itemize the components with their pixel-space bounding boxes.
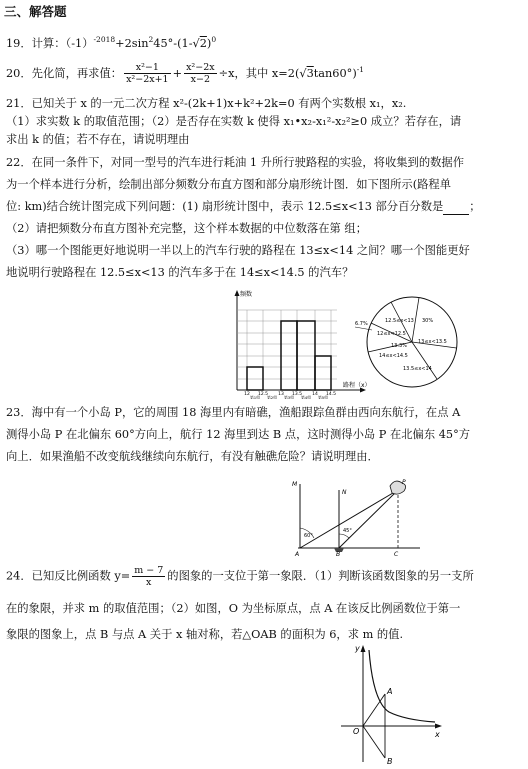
tick-label: 13 [278, 392, 284, 397]
diagram-label: C [394, 551, 399, 557]
histogram-bar-5 [315, 356, 331, 390]
tick-label: 12.5 [257, 392, 269, 397]
tick-label: 14 [312, 392, 318, 397]
pie-label: 30% [422, 318, 434, 324]
question-24-line-1: 24．已知反比例函数 y= $\frac{m - 7}{x}$ 的图象的一支位于第一象限．（1）判断该函数图象的另一支所 [6, 565, 474, 588]
pie-label: 13.5≤x<14 [403, 366, 432, 372]
question-22-line-5: （3）哪一个图能更好地说明一半以上的汽车行驶的路程在 13≤x<14 之间？哪一个图能更好 [6, 244, 470, 257]
group-label: 第3组 [283, 395, 295, 399]
axis-label-x: x [435, 730, 440, 739]
question-20: 20．先化简，再求值： $\frac{\text{x²−1}}{\text{x²−2x+1}}$ + $\frac{\text{x²−2x}}{x-2}$ ÷x，其中 $x=2(√3\tan 60^\circ)^{-1}$ [6, 62, 365, 86]
fraction-2: $\frac{\text{x²−2x}}{x-2}$ [186, 62, 215, 86]
diagram-label: P [402, 479, 406, 486]
histogram-bar-1 [247, 367, 263, 390]
question-22-line-6: 地说明行驶路程在 12.5≤x<13 的汽车多于在 14≤x<14.5 的汽车？ [6, 266, 354, 279]
pie-outside-label: 6.7% [355, 321, 368, 327]
diagram-label: 45° [343, 528, 352, 534]
question-23-line-2: 测得小岛 P 在北偏东 60°方向上，航行 12 海里到达 B 点，这时测得小岛 P 在北偏东 45°方 [6, 428, 471, 441]
group-label: 第2组 [266, 395, 278, 399]
group-label: 第1组 [249, 395, 261, 399]
tick-label: 14.5 [325, 392, 337, 397]
tick-label: 13.5 [291, 392, 303, 397]
pie-label: 14≤x<14.5 [379, 353, 408, 359]
pie-label: 13.3% [391, 343, 407, 349]
sqrt-icon: √ [299, 66, 307, 80]
group-label: 第4组 [300, 395, 312, 399]
point-label-a: A [387, 687, 393, 696]
fraction-1: $\frac{\text{x²−1}}{\text{x²−2x+1}}$ [126, 62, 169, 86]
histogram-xlabel: 路程（x） [343, 382, 371, 389]
diagram-label: A [295, 551, 300, 557]
histogram-bar-4 [297, 321, 315, 390]
question-22-line-2: 为一个样本进行分析，绘制出部分频数分布直方图和部分扇形统计图．如下图所示(路程单 [6, 178, 451, 191]
tick-label: 12 [244, 392, 250, 397]
section-title: 三、解答题 [4, 4, 67, 19]
question-23-line-3: 向上．如果渔船不改变航线继续向东航行，有没有触礁危险？请说明理由． [6, 450, 379, 463]
answer-blank [443, 204, 469, 215]
diagram-label: 60° [304, 533, 313, 539]
diagram-label: M [292, 481, 298, 488]
diagram-label: N [342, 489, 347, 496]
pie-label: 12≤x<12.5 [377, 331, 406, 337]
origin-label: O [353, 727, 360, 736]
group-label: 第5组 [317, 395, 329, 399]
question-19: 19．计算：$(-1)^{-2018}+2\sin^245^\circ-(1-√2)^0$ [6, 35, 217, 50]
pie-label: 13≤x<13.5 [418, 339, 447, 345]
question-23-line-1: 23．海中有一个小岛 P，它的周围 18 海里内有暗礁，渔船跟踪鱼群由西向东航行，在点 A [6, 406, 461, 419]
sqrt-icon: √ [192, 36, 200, 50]
question-24-line-2: 在的象限，并求 m 的取值范围；（2）如图，O 为坐标原点，点 A 在该反比例函数位于第一 [6, 602, 461, 615]
histogram-ylabel: 频数 [240, 291, 253, 298]
axis-label-y: y [355, 644, 360, 653]
point-label-b: B [387, 757, 393, 766]
fraction-m: $\frac{m - 7}{x}$ [134, 565, 164, 588]
question-22-line-1: 22．在同一条件下，对同一型号的汽车进行耗油 1 升所行驶路程的实验，将收集到的数据作 [6, 156, 465, 169]
pie-label: 12.5≤x<13 [385, 318, 414, 324]
hyperbola-curve [369, 650, 435, 722]
question-21-line-1: 21．已知关于 x 的一元二次方程 x²-(2k+1)x+k²+2k=0 有两个实数根 x₁，x₂. [6, 97, 407, 110]
question-21-line-3: 求出 k 的值；若不存在，请说明理由 [6, 133, 190, 146]
question-24-line-3: 象限的图象上，点 B 与点 A 关于 x 轴对称，若△OAB 的面积为 6，求 m 的值. [6, 628, 404, 641]
island-diagram [290, 472, 425, 557]
histogram-bar-3 [281, 321, 297, 390]
pie-chart [355, 296, 470, 391]
question-21-line-2: （1）求实数 k 的取值范围；（2）是否存在实数 k 使得 x₁•x₂-x₁²-x₂²≥0 成立？若存在，请 [6, 115, 462, 128]
question-22-line-3: 位: km)结合统计图完成下列问题：(1) 扇形统计图中，表示 12.5≤x<13 部分百分数是 ； [6, 200, 481, 213]
question-22-line-4: （2）请把频数分布直方图补充完整，这个样本数据的中位数落在第 组； [6, 222, 367, 235]
diagram-label: B [336, 551, 341, 557]
hyperbola-diagram [335, 642, 445, 767]
